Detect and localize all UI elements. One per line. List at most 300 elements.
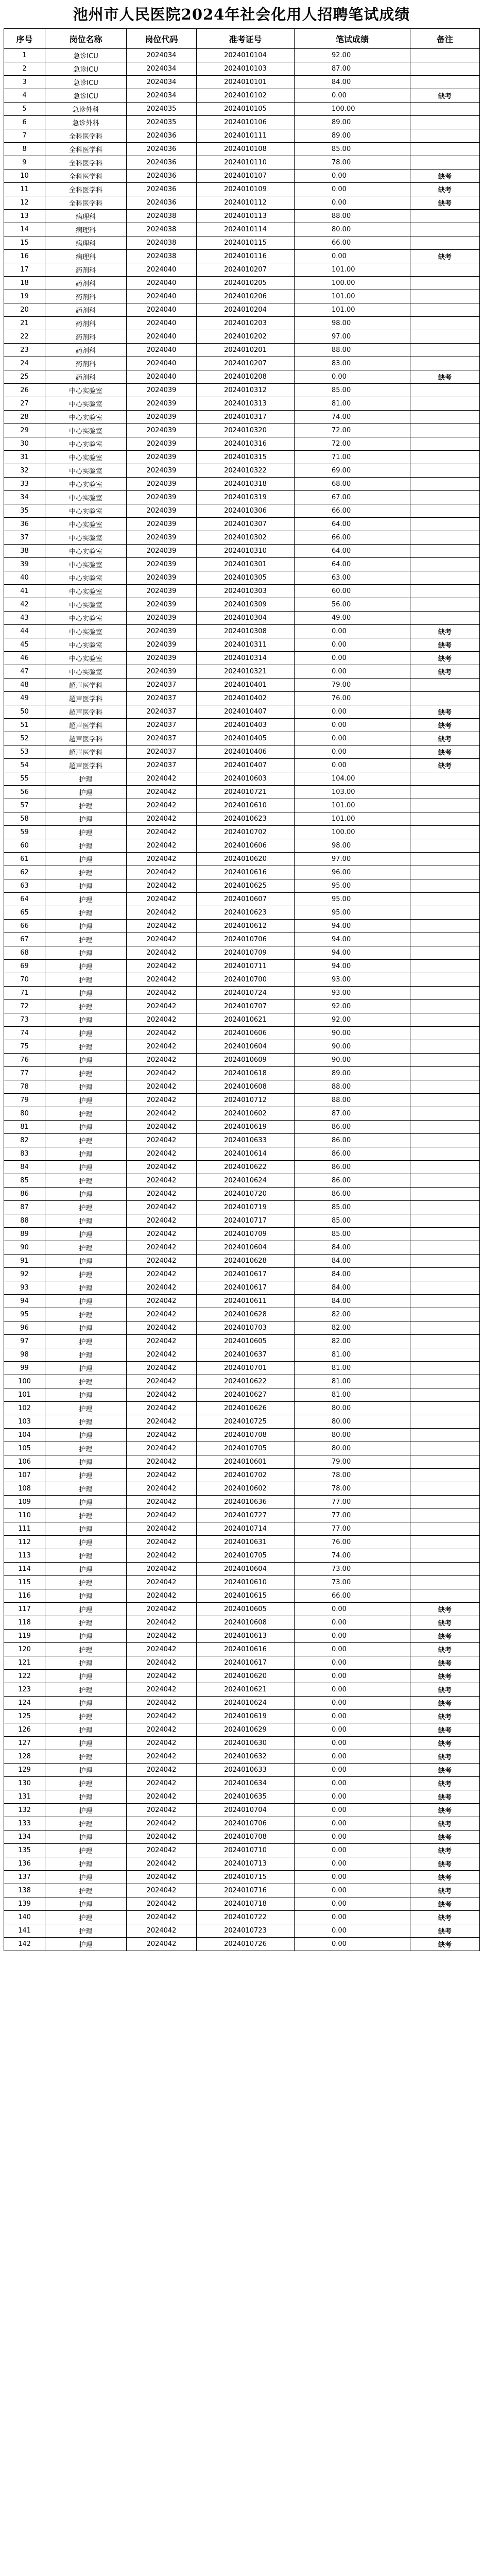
cell-position-code: 2024042 bbox=[127, 1924, 197, 1938]
cell-written-score: 100.00 bbox=[295, 103, 410, 116]
table-row bbox=[4, 1924, 480, 1938]
cell-position-name: 护理 bbox=[45, 1080, 127, 1094]
cell-written-score: 0.00 bbox=[295, 170, 410, 183]
cell-admission-number: 2024010322 bbox=[197, 464, 295, 478]
cell-position-name: 超声医学科 bbox=[45, 732, 127, 745]
table-row bbox=[4, 196, 480, 210]
cell-position-name: 护理 bbox=[45, 1107, 127, 1121]
cell-position-name: 急诊ICU bbox=[45, 89, 127, 103]
cell-position-name: 病理科 bbox=[45, 210, 127, 223]
cell-written-score: 74.00 bbox=[295, 411, 410, 424]
cell-index: 47 bbox=[4, 665, 45, 679]
header-position-code: 岗位代码 bbox=[127, 29, 197, 49]
cell-admission-number: 2024010633 bbox=[197, 1134, 295, 1147]
cell-remarks bbox=[410, 424, 480, 437]
table-row bbox=[4, 946, 480, 960]
cell-admission-number: 2024010628 bbox=[197, 1308, 295, 1321]
cell-position-code: 2024042 bbox=[127, 1214, 197, 1228]
cell-remarks bbox=[410, 1027, 480, 1040]
cell-position-code: 2024039 bbox=[127, 518, 197, 531]
cell-remarks bbox=[410, 103, 480, 116]
table-row bbox=[4, 277, 480, 290]
cell-remarks bbox=[410, 236, 480, 250]
cell-written-score: 0.00 bbox=[295, 1723, 410, 1737]
cell-written-score: 0.00 bbox=[295, 1616, 410, 1630]
cell-admission-number: 2024010703 bbox=[197, 1321, 295, 1335]
header-admission-number: 准考证号 bbox=[197, 29, 295, 49]
table-row bbox=[4, 1750, 480, 1764]
cell-position-code: 2024042 bbox=[127, 1375, 197, 1388]
cell-written-score: 86.00 bbox=[295, 1147, 410, 1161]
cell-index: 55 bbox=[4, 772, 45, 786]
cell-position-name: 护理 bbox=[45, 1723, 127, 1737]
cell-remarks bbox=[410, 1388, 480, 1402]
cell-admission-number: 2024010103 bbox=[197, 62, 295, 76]
cell-admission-number: 2024010313 bbox=[197, 397, 295, 411]
cell-index: 10 bbox=[4, 170, 45, 183]
cell-admission-number: 2024010406 bbox=[197, 745, 295, 759]
cell-position-name: 急诊ICU bbox=[45, 76, 127, 89]
cell-position-code: 2024042 bbox=[127, 1884, 197, 1897]
cell-written-score: 87.00 bbox=[295, 1107, 410, 1121]
cell-admission-number: 2024010101 bbox=[197, 76, 295, 89]
cell-admission-number: 2024010317 bbox=[197, 411, 295, 424]
cell-admission-number: 2024010603 bbox=[197, 772, 295, 786]
table-row bbox=[4, 1094, 480, 1107]
table-row bbox=[4, 1040, 480, 1054]
cell-position-name: 护理 bbox=[45, 1697, 127, 1710]
cell-position-name: 护理 bbox=[45, 1402, 127, 1415]
cell-written-score: 100.00 bbox=[295, 826, 410, 839]
table-row bbox=[4, 1630, 480, 1643]
cell-admission-number: 2024010601 bbox=[197, 1455, 295, 1469]
table-row bbox=[4, 1000, 480, 1013]
cell-remarks: 缺考 bbox=[410, 1670, 480, 1683]
cell-written-score: 80.00 bbox=[295, 1402, 410, 1415]
cell-position-code: 2024042 bbox=[127, 1388, 197, 1402]
cell-position-name: 护理 bbox=[45, 772, 127, 786]
table-row bbox=[4, 612, 480, 625]
cell-position-name: 护理 bbox=[45, 1067, 127, 1080]
table-row bbox=[4, 103, 480, 116]
table-row bbox=[4, 893, 480, 906]
cell-position-code: 2024040 bbox=[127, 344, 197, 357]
cell-written-score: 77.00 bbox=[295, 1522, 410, 1536]
cell-position-code: 2024042 bbox=[127, 1255, 197, 1268]
table-row bbox=[4, 1080, 480, 1094]
cell-index: 134 bbox=[4, 1831, 45, 1844]
cell-position-code: 2024042 bbox=[127, 1831, 197, 1844]
cell-position-name: 超声医学科 bbox=[45, 692, 127, 705]
cell-index: 81 bbox=[4, 1121, 45, 1134]
cell-written-score: 0.00 bbox=[295, 1884, 410, 1897]
cell-written-score: 88.00 bbox=[295, 1094, 410, 1107]
cell-admission-number: 2024010617 bbox=[197, 1281, 295, 1295]
cell-remarks bbox=[410, 531, 480, 545]
table-row bbox=[4, 290, 480, 303]
cell-index: 126 bbox=[4, 1723, 45, 1737]
cell-admission-number: 2024010707 bbox=[197, 1000, 295, 1013]
cell-index: 48 bbox=[4, 679, 45, 692]
cell-position-code: 2024039 bbox=[127, 464, 197, 478]
cell-index: 117 bbox=[4, 1603, 45, 1616]
cell-index: 106 bbox=[4, 1455, 45, 1469]
cell-index: 2 bbox=[4, 62, 45, 76]
cell-index: 77 bbox=[4, 1067, 45, 1080]
cell-admission-number: 2024010202 bbox=[197, 330, 295, 344]
cell-index: 54 bbox=[4, 759, 45, 772]
table-row bbox=[4, 1509, 480, 1522]
cell-remarks bbox=[410, 210, 480, 223]
cell-index: 49 bbox=[4, 692, 45, 705]
cell-admission-number: 2024010718 bbox=[197, 1897, 295, 1911]
cell-index: 25 bbox=[4, 370, 45, 384]
cell-index: 137 bbox=[4, 1871, 45, 1884]
cell-written-score: 92.00 bbox=[295, 49, 410, 62]
cell-admission-number: 2024010307 bbox=[197, 518, 295, 531]
cell-position-code: 2024042 bbox=[127, 772, 197, 786]
cell-position-code: 2024042 bbox=[127, 1697, 197, 1710]
cell-written-score: 69.00 bbox=[295, 464, 410, 478]
cell-admission-number: 2024010321 bbox=[197, 665, 295, 679]
table-row bbox=[4, 1496, 480, 1509]
cell-written-score: 87.00 bbox=[295, 62, 410, 76]
cell-position-name: 药剂科 bbox=[45, 303, 127, 317]
table-row bbox=[4, 116, 480, 129]
cell-admission-number: 2024010709 bbox=[197, 946, 295, 960]
cell-position-code: 2024039 bbox=[127, 571, 197, 585]
cell-admission-number: 2024010403 bbox=[197, 719, 295, 732]
cell-position-code: 2024042 bbox=[127, 946, 197, 960]
cell-index: 90 bbox=[4, 1241, 45, 1255]
cell-index: 21 bbox=[4, 317, 45, 330]
table-row bbox=[4, 1241, 480, 1255]
cell-admission-number: 2024010630 bbox=[197, 1737, 295, 1750]
table-row bbox=[4, 183, 480, 196]
cell-position-name: 护理 bbox=[45, 853, 127, 866]
cell-remarks: 缺考 bbox=[410, 1844, 480, 1857]
cell-index: 71 bbox=[4, 987, 45, 1000]
cell-position-name: 护理 bbox=[45, 1509, 127, 1522]
cell-written-score: 85.00 bbox=[295, 143, 410, 156]
cell-position-code: 2024042 bbox=[127, 1241, 197, 1255]
cell-admission-number: 2024010311 bbox=[197, 638, 295, 652]
cell-position-code: 2024042 bbox=[127, 1549, 197, 1563]
cell-remarks bbox=[410, 772, 480, 786]
cell-written-score: 82.00 bbox=[295, 1308, 410, 1321]
cell-position-code: 2024042 bbox=[127, 1295, 197, 1308]
cell-written-score: 0.00 bbox=[295, 759, 410, 772]
cell-position-name: 护理 bbox=[45, 1750, 127, 1764]
cell-position-name: 护理 bbox=[45, 866, 127, 879]
cell-written-score: 80.00 bbox=[295, 1429, 410, 1442]
cell-position-code: 2024039 bbox=[127, 384, 197, 397]
cell-index: 83 bbox=[4, 1147, 45, 1161]
cell-admission-number: 2024010617 bbox=[197, 1656, 295, 1670]
cell-remarks: 缺考 bbox=[410, 1790, 480, 1804]
cell-admission-number: 2024010705 bbox=[197, 1442, 295, 1455]
cell-admission-number: 2024010708 bbox=[197, 1429, 295, 1442]
cell-index: 121 bbox=[4, 1656, 45, 1670]
cell-position-code: 2024042 bbox=[127, 1442, 197, 1455]
cell-remarks: 缺考 bbox=[410, 1723, 480, 1737]
cell-admission-number: 2024010402 bbox=[197, 692, 295, 705]
cell-index: 59 bbox=[4, 826, 45, 839]
cell-remarks bbox=[410, 933, 480, 946]
table-row bbox=[4, 1563, 480, 1576]
cell-admission-number: 2024010407 bbox=[197, 705, 295, 719]
cell-position-name: 护理 bbox=[45, 1415, 127, 1429]
table-row bbox=[4, 236, 480, 250]
cell-position-code: 2024038 bbox=[127, 236, 197, 250]
cell-position-code: 2024042 bbox=[127, 1121, 197, 1134]
cell-position-name: 病理科 bbox=[45, 223, 127, 236]
cell-remarks: 缺考 bbox=[410, 1857, 480, 1871]
cell-index: 112 bbox=[4, 1536, 45, 1549]
table-row bbox=[4, 585, 480, 598]
cell-position-code: 2024039 bbox=[127, 531, 197, 545]
cell-written-score: 88.00 bbox=[295, 210, 410, 223]
cell-admission-number: 2024010320 bbox=[197, 424, 295, 437]
table-row bbox=[4, 451, 480, 464]
cell-remarks bbox=[410, 1268, 480, 1281]
cell-position-name: 全科医学科 bbox=[45, 156, 127, 170]
cell-position-code: 2024042 bbox=[127, 1268, 197, 1281]
cell-admission-number: 2024010610 bbox=[197, 799, 295, 812]
cell-index: 125 bbox=[4, 1710, 45, 1723]
cell-written-score: 101.00 bbox=[295, 303, 410, 317]
table-row bbox=[4, 906, 480, 920]
cell-position-code: 2024042 bbox=[127, 839, 197, 853]
cell-position-name: 超声医学科 bbox=[45, 759, 127, 772]
cell-admission-number: 2024010623 bbox=[197, 812, 295, 826]
cell-index: 14 bbox=[4, 223, 45, 236]
cell-written-score: 84.00 bbox=[295, 1281, 410, 1295]
cell-remarks bbox=[410, 1482, 480, 1496]
cell-index: 36 bbox=[4, 518, 45, 531]
cell-admission-number: 2024010614 bbox=[197, 1147, 295, 1161]
cell-index: 102 bbox=[4, 1402, 45, 1415]
cell-position-name: 护理 bbox=[45, 1790, 127, 1804]
cell-index: 40 bbox=[4, 571, 45, 585]
cell-written-score: 84.00 bbox=[295, 76, 410, 89]
cell-position-code: 2024042 bbox=[127, 973, 197, 987]
cell-index: 50 bbox=[4, 705, 45, 719]
cell-remarks: 缺考 bbox=[410, 1710, 480, 1723]
cell-position-code: 2024042 bbox=[127, 1362, 197, 1375]
table-row bbox=[4, 625, 480, 638]
cell-position-code: 2024040 bbox=[127, 303, 197, 317]
cell-remarks bbox=[410, 277, 480, 290]
cell-written-score: 0.00 bbox=[295, 1938, 410, 1951]
cell-remarks bbox=[410, 1174, 480, 1188]
cell-position-code: 2024042 bbox=[127, 1335, 197, 1348]
cell-admission-number: 2024010401 bbox=[197, 679, 295, 692]
cell-position-code: 2024042 bbox=[127, 1415, 197, 1429]
cell-remarks bbox=[410, 826, 480, 839]
cell-index: 73 bbox=[4, 1013, 45, 1027]
table-row bbox=[4, 1536, 480, 1549]
cell-position-name: 护理 bbox=[45, 1897, 127, 1911]
cell-position-name: 护理 bbox=[45, 1268, 127, 1281]
cell-remarks bbox=[410, 491, 480, 504]
cell-position-name: 护理 bbox=[45, 1281, 127, 1295]
cell-written-score: 103.00 bbox=[295, 786, 410, 799]
cell-index: 91 bbox=[4, 1255, 45, 1268]
cell-admission-number: 2024010708 bbox=[197, 1831, 295, 1844]
cell-written-score: 0.00 bbox=[295, 1697, 410, 1710]
cell-index: 120 bbox=[4, 1643, 45, 1656]
table-row bbox=[4, 1603, 480, 1616]
cell-position-code: 2024039 bbox=[127, 437, 197, 451]
cell-position-code: 2024042 bbox=[127, 1656, 197, 1670]
cell-remarks bbox=[410, 1161, 480, 1174]
cell-written-score: 0.00 bbox=[295, 1750, 410, 1764]
cell-admission-number: 2024010612 bbox=[197, 920, 295, 933]
cell-written-score: 0.00 bbox=[295, 89, 410, 103]
cell-position-code: 2024037 bbox=[127, 719, 197, 732]
table-row bbox=[4, 1844, 480, 1857]
cell-position-name: 护理 bbox=[45, 1844, 127, 1857]
cell-admission-number: 2024010605 bbox=[197, 1335, 295, 1348]
cell-position-code: 2024042 bbox=[127, 1040, 197, 1054]
cell-position-code: 2024040 bbox=[127, 357, 197, 370]
cell-position-code: 2024042 bbox=[127, 1281, 197, 1295]
cell-remarks bbox=[410, 598, 480, 612]
cell-index: 52 bbox=[4, 732, 45, 745]
cell-admission-number: 2024010702 bbox=[197, 1469, 295, 1482]
cell-index: 84 bbox=[4, 1161, 45, 1174]
cell-position-name: 护理 bbox=[45, 1911, 127, 1924]
cell-admission-number: 2024010710 bbox=[197, 1844, 295, 1857]
cell-remarks bbox=[410, 946, 480, 960]
cell-remarks: 缺考 bbox=[410, 1924, 480, 1938]
cell-position-name: 护理 bbox=[45, 1188, 127, 1201]
cell-index: 88 bbox=[4, 1214, 45, 1228]
cell-index: 93 bbox=[4, 1281, 45, 1295]
table-row bbox=[4, 652, 480, 665]
cell-remarks: 缺考 bbox=[410, 1897, 480, 1911]
cell-written-score: 88.00 bbox=[295, 1080, 410, 1094]
cell-admission-number: 2024010609 bbox=[197, 1054, 295, 1067]
cell-written-score: 81.00 bbox=[295, 1388, 410, 1402]
cell-remarks bbox=[410, 1496, 480, 1509]
cell-remarks bbox=[410, 1067, 480, 1080]
cell-remarks: 缺考 bbox=[410, 1804, 480, 1817]
cell-admission-number: 2024010629 bbox=[197, 1723, 295, 1737]
cell-admission-number: 2024010622 bbox=[197, 1375, 295, 1388]
table-row bbox=[4, 1013, 480, 1027]
cell-written-score: 77.00 bbox=[295, 1496, 410, 1509]
cell-admission-number: 2024010308 bbox=[197, 625, 295, 638]
cell-position-name: 中心实验室 bbox=[45, 397, 127, 411]
cell-index: 104 bbox=[4, 1429, 45, 1442]
cell-remarks bbox=[410, 1134, 480, 1147]
cell-position-name: 护理 bbox=[45, 1362, 127, 1375]
cell-remarks bbox=[410, 76, 480, 89]
cell-index: 22 bbox=[4, 330, 45, 344]
cell-written-score: 86.00 bbox=[295, 1188, 410, 1201]
cell-position-name: 中心实验室 bbox=[45, 625, 127, 638]
cell-written-score: 92.00 bbox=[295, 1000, 410, 1013]
cell-remarks bbox=[410, 1281, 480, 1295]
cell-position-code: 2024039 bbox=[127, 638, 197, 652]
cell-index: 139 bbox=[4, 1897, 45, 1911]
cell-admission-number: 2024010109 bbox=[197, 183, 295, 196]
cell-position-code: 2024034 bbox=[127, 49, 197, 62]
cell-admission-number: 2024010634 bbox=[197, 1777, 295, 1790]
cell-remarks: 缺考 bbox=[410, 170, 480, 183]
cell-index: 103 bbox=[4, 1415, 45, 1429]
cell-index: 38 bbox=[4, 545, 45, 558]
cell-position-code: 2024042 bbox=[127, 1563, 197, 1576]
cell-position-name: 护理 bbox=[45, 1924, 127, 1938]
cell-index: 107 bbox=[4, 1469, 45, 1482]
table-row bbox=[4, 1857, 480, 1871]
cell-remarks bbox=[410, 1348, 480, 1362]
cell-index: 37 bbox=[4, 531, 45, 545]
cell-index: 18 bbox=[4, 277, 45, 290]
cell-index: 26 bbox=[4, 384, 45, 397]
cell-remarks: 缺考 bbox=[410, 89, 480, 103]
cell-index: 76 bbox=[4, 1054, 45, 1067]
table-row bbox=[4, 344, 480, 357]
cell-remarks bbox=[410, 786, 480, 799]
cell-remarks bbox=[410, 1442, 480, 1455]
cell-written-score: 0.00 bbox=[295, 1857, 410, 1871]
cell-position-code: 2024042 bbox=[127, 1817, 197, 1831]
cell-written-score: 0.00 bbox=[295, 652, 410, 665]
table-row bbox=[4, 1884, 480, 1897]
cell-remarks: 缺考 bbox=[410, 1817, 480, 1831]
cell-written-score: 0.00 bbox=[295, 1911, 410, 1924]
cell-written-score: 88.00 bbox=[295, 344, 410, 357]
cell-position-name: 全科医学科 bbox=[45, 143, 127, 156]
cell-position-code: 2024042 bbox=[127, 1308, 197, 1321]
cell-admission-number: 2024010719 bbox=[197, 1201, 295, 1214]
cell-position-code: 2024042 bbox=[127, 1000, 197, 1013]
cell-written-score: 0.00 bbox=[295, 719, 410, 732]
cell-position-code: 2024036 bbox=[127, 183, 197, 196]
cell-admission-number: 2024010319 bbox=[197, 491, 295, 504]
cell-index: 60 bbox=[4, 839, 45, 853]
cell-admission-number: 2024010619 bbox=[197, 1710, 295, 1723]
cell-index: 58 bbox=[4, 812, 45, 826]
cell-position-name: 中心实验室 bbox=[45, 665, 127, 679]
cell-position-code: 2024042 bbox=[127, 1094, 197, 1107]
cell-position-name: 药剂科 bbox=[45, 330, 127, 344]
table-row bbox=[4, 1697, 480, 1710]
cell-written-score: 81.00 bbox=[295, 397, 410, 411]
cell-index: 44 bbox=[4, 625, 45, 638]
cell-admission-number: 2024010306 bbox=[197, 504, 295, 518]
cell-index: 17 bbox=[4, 263, 45, 277]
cell-position-code: 2024042 bbox=[127, 1067, 197, 1080]
cell-admission-number: 2024010713 bbox=[197, 1857, 295, 1871]
cell-index: 123 bbox=[4, 1683, 45, 1697]
cell-written-score: 74.00 bbox=[295, 1549, 410, 1563]
cell-admission-number: 2024010725 bbox=[197, 1415, 295, 1429]
cell-written-score: 0.00 bbox=[295, 745, 410, 759]
cell-position-name: 护理 bbox=[45, 1429, 127, 1442]
table-row bbox=[4, 1308, 480, 1321]
cell-position-code: 2024042 bbox=[127, 1804, 197, 1817]
cell-position-name: 中心实验室 bbox=[45, 598, 127, 612]
cell-position-name: 护理 bbox=[45, 1375, 127, 1388]
cell-index: 75 bbox=[4, 1040, 45, 1054]
table-row bbox=[4, 397, 480, 411]
cell-admission-number: 2024010704 bbox=[197, 1804, 295, 1817]
